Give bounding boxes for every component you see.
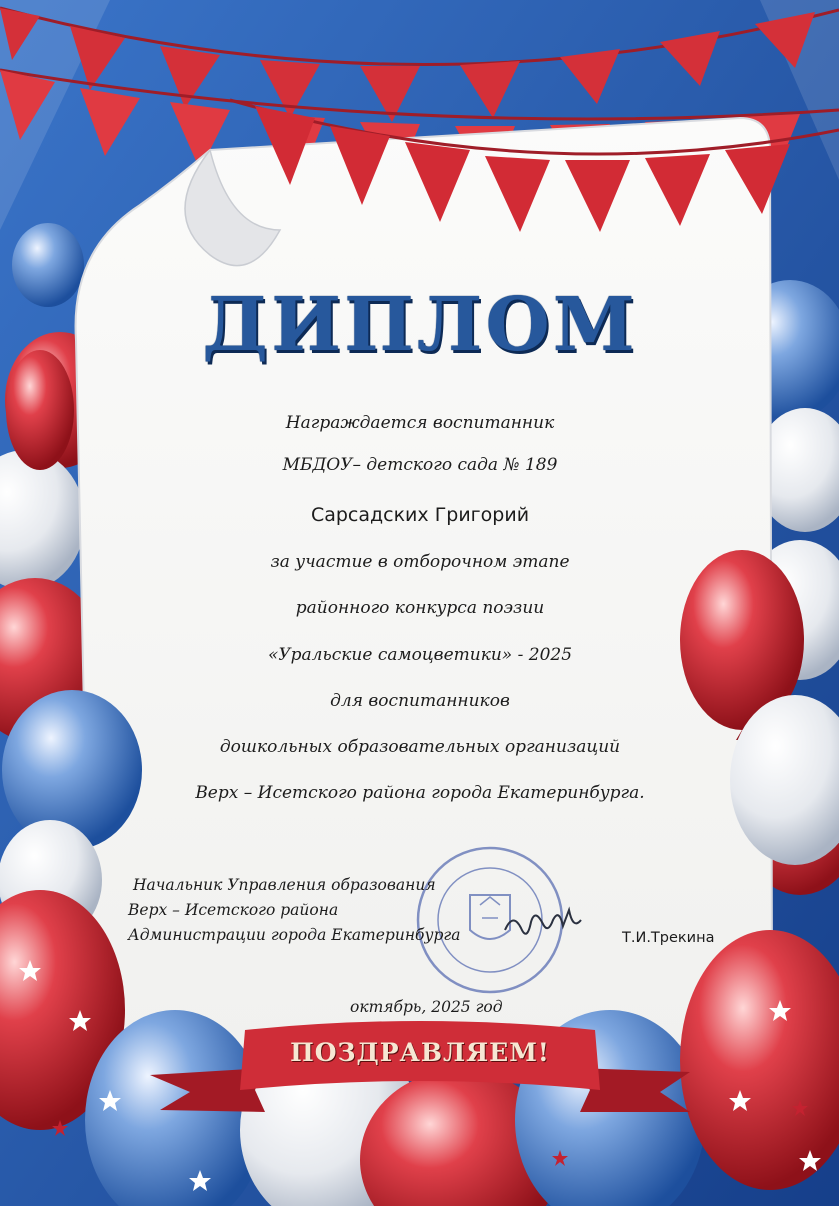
diploma-title: ДИПЛОМ [202, 282, 638, 368]
signatory-title-1: Начальник Управления образования [133, 876, 436, 894]
signatory-title-3: Администрации города Екатеринбурга [128, 926, 461, 944]
congrats-banner-text: ПОЗДРАВЛЯЕМ! [290, 1038, 550, 1067]
signatory-title-2: Верх – Исетского района [128, 901, 339, 919]
institution-line: МБДОУ– детского сада № 189 [282, 455, 558, 475]
recipient-name: Сарсадских Григорий [310, 504, 530, 526]
signatory-name: Т.И.Трекина [622, 930, 715, 946]
reason-line: за участие в отборочном этапе [270, 552, 570, 572]
award-line: Награждается воспитанник [285, 413, 555, 433]
audience-line: для воспитанников [330, 691, 510, 711]
issue-date: октябрь, 2025 год [350, 998, 503, 1016]
organizations-line: дошкольных образовательных организаций [219, 737, 621, 757]
contest-title-line: «Уральские самоцветики» - 2025 [267, 645, 573, 665]
district-line: Верх – Исетского района города Екатеринбурга. [195, 783, 645, 803]
contest-line: районного конкурса поэзии [295, 598, 545, 618]
